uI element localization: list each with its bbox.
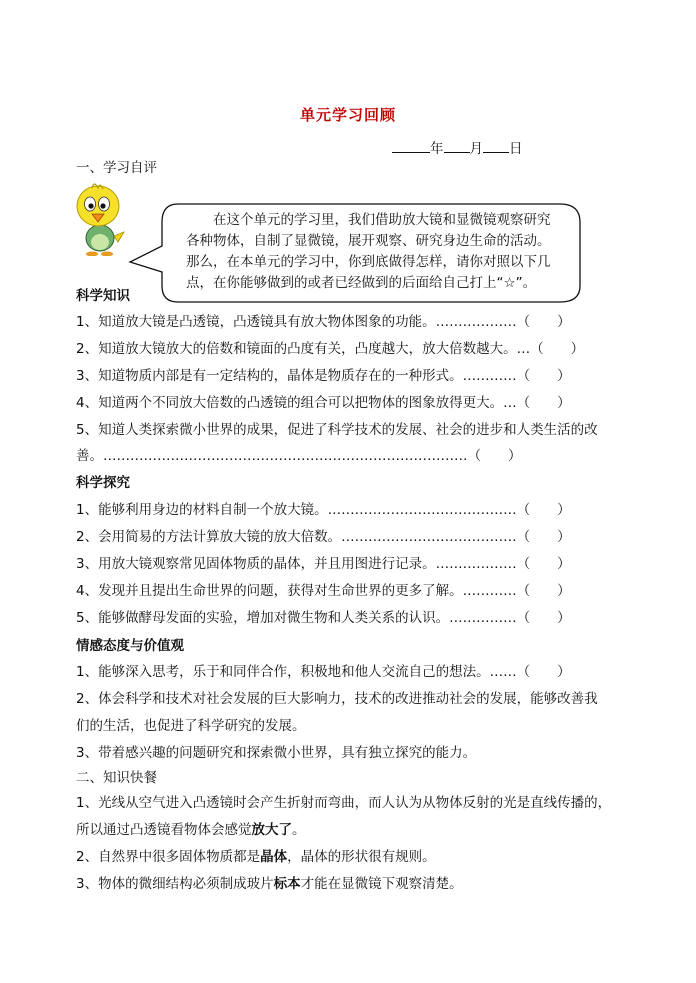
snack-text: 2、自然界中很多固体物质都是 <box>76 849 261 865</box>
attitude-item: 2、体会科学和技术对社会发展的巨大影响力，技术的改进推动社会的发展，能够改善我 <box>76 691 598 707</box>
knowledge-item: 善。………………………………………………………………………（ ） <box>76 448 522 464</box>
attitude-item: 3、带着感兴趣的问题研究和探索微小世界，具有独立探究的能力。 <box>76 745 477 761</box>
section-knowledge-snack: 二、知识快餐 <box>76 770 157 786</box>
intro-line: 点，在你能够做到的或者已经做到的后面给自己打上“☆”。 <box>186 275 537 291</box>
intro-line: 在这个单元的学习里，我们借助放大镜和显微镜观察研究 <box>213 212 551 228</box>
heading-science-knowledge: 科学知识 <box>76 288 130 304</box>
inquiry-item: 3、用放大镜观察常见固体物质的晶体，并且用图进行记录。………………（ ） <box>76 556 571 572</box>
knowledge-item: 5、知道人类探索微小世界的成果，促进了科学技术的发展、社会的进步和人类生活的改 <box>76 422 598 438</box>
knowledge-item: 4、知道两个不同放大倍数的凸透镜的组合可以把物体的图象放得更大。…（ ） <box>76 395 571 411</box>
intro-text <box>186 210 576 294</box>
knowledge-item: 2、知道放大镜放大的倍数和镜面的凸度有关，凸度越大，放大倍数越大。…（ ） <box>76 341 585 357</box>
chick-mascot-icon <box>70 182 130 256</box>
attitude-item: 们的生活，也促进了科学研究的发展。 <box>76 718 306 734</box>
snack-item: 1、光线从空气进入凸透镜时会产生折射而弯曲，而人认为从物体反射的光是直线传播的， <box>76 795 612 811</box>
day-label: 日 <box>509 141 523 157</box>
inquiry-item: 4、发现并且提出生命世界的问题，获得对生命世界的更多了解。…………（ ） <box>76 583 571 599</box>
intro-line: 那么，在本单元的学习中，你到底做得怎样，请你对照以下几 <box>186 254 551 270</box>
snack-keyword: 标本 <box>273 876 301 892</box>
intro-line: 各种物体，自制了显微镜，展开观察、研究身边生命的活动。 <box>186 233 551 249</box>
snack-text: ，晶体的形状很有规则。 <box>287 849 436 865</box>
snack-text: 3、物体的微细结构必须制成玻片 <box>76 876 274 892</box>
page-title: 单元学习回顾 <box>299 106 396 124</box>
snack-text: 才能在显微镜下观察清楚。 <box>300 876 463 892</box>
section-self-evaluation: 一、学习自评 <box>76 160 157 176</box>
heading-attitude: 情感态度与价值观 <box>76 638 184 654</box>
knowledge-item: 1、知道放大镜是凸透镜，凸透镜具有放大物体图象的功能。………………（ ） <box>76 314 571 330</box>
snack-text: 。 <box>292 822 306 838</box>
attitude-item: 1、能够深入思考，乐于和同伴合作，积极地和他人交流自己的想法。……（ ） <box>76 664 571 680</box>
inquiry-item: 1、能够利用身边的材料自制一个放大镜。……………………………………（ ） <box>76 502 571 518</box>
snack-keyword: 晶体 <box>260 849 288 865</box>
heading-science-inquiry: 科学探究 <box>76 475 130 491</box>
inquiry-item: 2、会用简易的方法计算放大镜的放大倍数。…………………………………（ ） <box>76 529 571 545</box>
snack-item <box>76 821 306 839</box>
snack-text: 所以通过凸透镜看物体会感觉 <box>76 822 252 838</box>
year-label: 年 <box>430 141 444 157</box>
month-label: 月 <box>469 141 483 157</box>
inquiry-item: 5、能够做酵母发面的实验，增加对微生物和人类关系的认识。……………（ ） <box>76 610 571 626</box>
snack-keyword: 放大了 <box>251 822 292 838</box>
snack-item <box>76 848 436 866</box>
knowledge-item: 3、知道物质内部是有一定结构的，晶体是物质存在的一种形式。…………（ ） <box>76 368 571 384</box>
snack-item <box>76 875 463 893</box>
